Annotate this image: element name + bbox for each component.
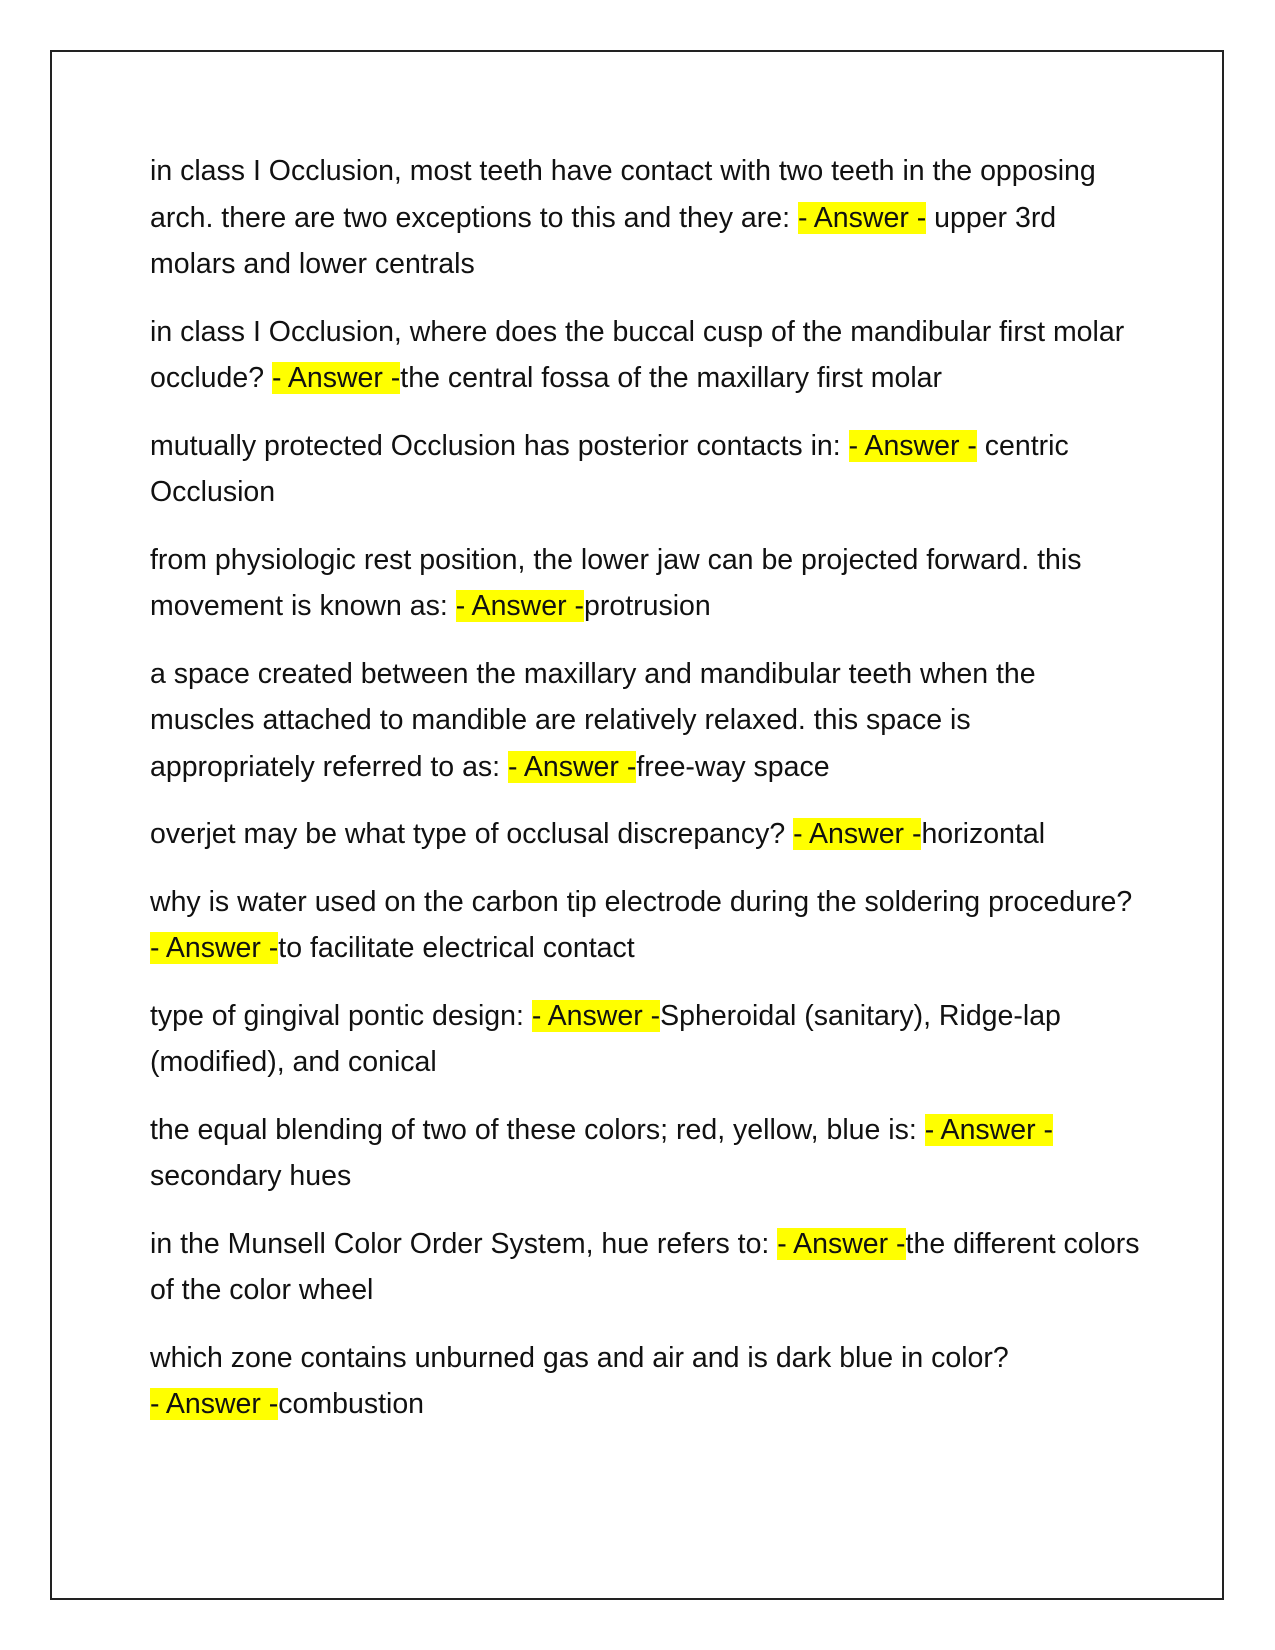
qa-item <box>150 148 1140 288</box>
answer-text: horizontal <box>921 818 1046 850</box>
answer-text: upper 3rd molars and lower centrals <box>150 201 1057 280</box>
answer-text: the central fossa of the maxillary first molar <box>400 362 942 394</box>
question-text: why is water used on the carbon tip electrode during the soldering procedure? <box>150 885 1133 918</box>
answer-marker-highlight: - Answer - <box>848 429 977 462</box>
answer-text: centric Occlusion <box>150 429 1069 508</box>
answer-text: to facilitate electrical contact <box>278 932 635 964</box>
answer-marker-highlight: - Answer - <box>150 932 279 964</box>
question-text: in the Munsell Color Order System, hue refers to: <box>150 1227 778 1260</box>
answer-marker-highlight: - Answer - <box>150 1388 279 1420</box>
answer-text: free-way space <box>636 750 830 783</box>
qa-item <box>150 1221 1140 1314</box>
answer-marker-highlight: - Answer - <box>272 362 401 394</box>
qa-item <box>150 651 1140 791</box>
answer-marker-highlight: - Answer - <box>508 750 637 783</box>
answer-text: combustion <box>278 1388 425 1420</box>
answer-marker-highlight: - Answer - <box>455 590 584 622</box>
question-text: the equal blending of two of these colors; red, yellow, blue is: <box>150 1113 925 1146</box>
answer-marker-highlight: - Answer - <box>531 999 661 1032</box>
qa-list <box>150 148 1140 1449</box>
question-text: mutually protected Occlusion has posterior contacts in: <box>150 429 849 462</box>
qa-item <box>150 1335 1140 1428</box>
answer-marker-highlight: - Answer - <box>793 818 922 850</box>
answer-text: protrusion <box>584 590 711 622</box>
qa-item <box>150 993 1140 1086</box>
answer-marker-highlight: - Answer - <box>924 1113 1053 1146</box>
question-text: overjet may be what type of occlusal discrepancy? <box>150 818 794 850</box>
answer-text: the different colors of the color wheel <box>150 1227 1140 1306</box>
qa-item <box>150 537 1140 630</box>
question-text: from physiologic rest position, the lower jaw can be projected forward. this movement is known as: <box>150 543 1082 622</box>
answer-marker-highlight: - Answer - <box>777 1227 906 1260</box>
answer-text: secondary hues <box>150 1160 352 1192</box>
qa-item <box>150 1107 1140 1200</box>
question-text: a space created between the maxillary and mandibular teeth when the muscles attached to mandible are relatively relaxed. this space is appropriately referred to as: <box>150 657 1036 783</box>
qa-item <box>150 309 1140 402</box>
question-text: in class I Occlusion, most teeth have contact with two teeth in the opposing arch. there are two exceptions to this and they are: <box>150 155 1096 234</box>
qa-item <box>150 811 1140 858</box>
question-text: type of gingival pontic design: <box>150 999 532 1032</box>
answer-marker-highlight: - Answer - <box>797 201 927 234</box>
qa-item <box>150 423 1140 516</box>
question-text: which zone contains unburned gas and air and is dark blue in color? <box>150 1341 1009 1374</box>
question-text: in class I Occlusion, where does the buccal cusp of the mandibular first molar occlude? <box>150 315 1125 394</box>
answer-text: Spheroidal (sanitary), Ridge-lap (modified), and conical <box>150 999 1061 1078</box>
qa-item <box>150 879 1140 972</box>
